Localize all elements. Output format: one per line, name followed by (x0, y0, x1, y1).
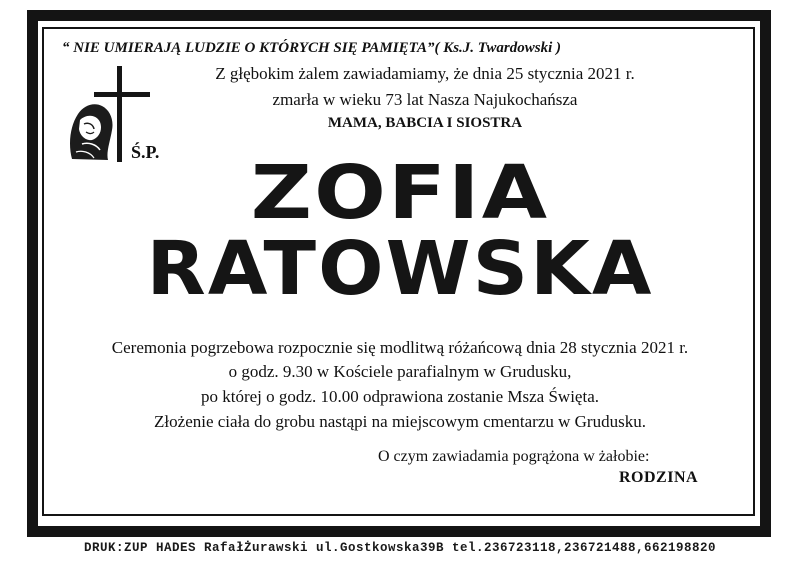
deceased-first-name: ZOFIA (250, 150, 550, 236)
ceremony-line-4: Złożenie ciała do grobu nastąpi na miejscowym cmentarzu w Grudusku. (154, 412, 646, 431)
family-signature: RODZINA (619, 469, 699, 486)
memorial-quote: “ NIE UMIERAJĄ LUDZIE O KTÓRYCH SIĘ PAMIĘTA”( Ks.J. Twardowski ) (62, 40, 561, 56)
announcement-line-2: zmarła w wieku 73 lat Nasza Najukochańsza (272, 90, 578, 109)
deceased-last-name: RATOWSKA (146, 226, 654, 312)
relation-line: MAMA, BABCIA I SIOSTRA (327, 115, 523, 131)
ceremony-line-1: Ceremonia pogrzebowa rozpocznie się modlitwą różańcową dnia 28 stycznia 2021 r. (111, 338, 689, 357)
announcement-line-1: Z głębokim żalem zawiadamiamy, że dnia 25 stycznia 2021 r. (215, 64, 635, 83)
ceremony-line-2: o godz. 9.30 w Kościele parafialnym w Grudusku, (228, 362, 572, 381)
printer-footer: DRUK:ZUP HADES RafałŻurawski ul.Gostkowska39B tel.236723118,236721488,662198820 (83, 541, 717, 555)
sp-label: Ś.P. (131, 142, 160, 162)
closing-line: O czym zawiadamia pogrążona w żałobie: (378, 448, 650, 465)
ceremony-line-3: po której o godz. 10.00 odprawiona zostanie Msza Święta. (201, 387, 599, 406)
